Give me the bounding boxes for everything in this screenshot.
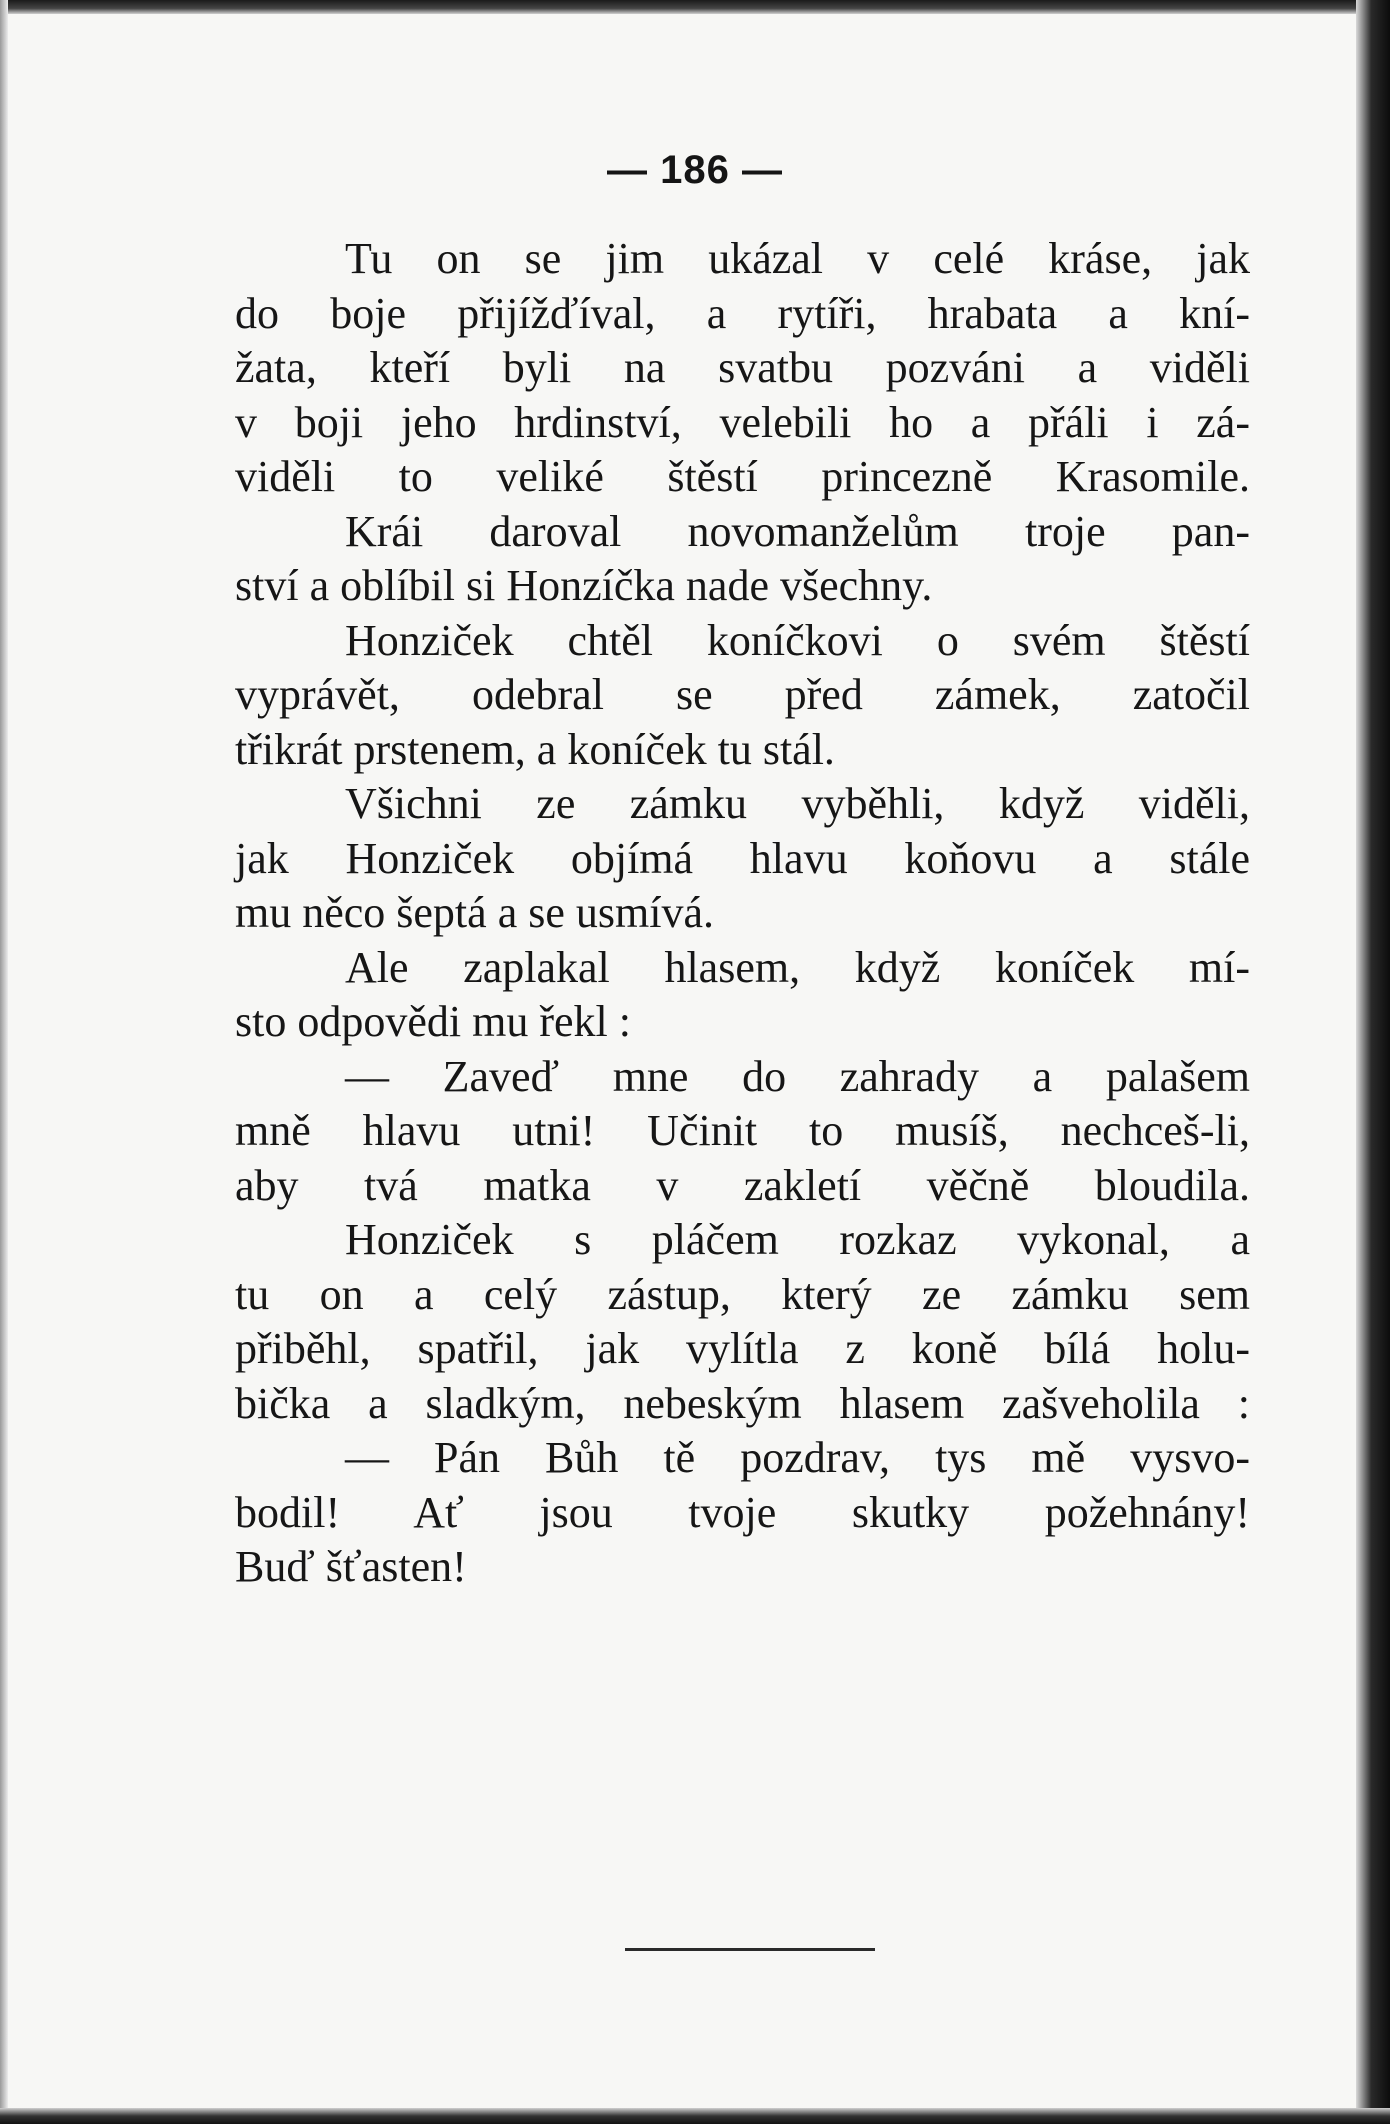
text-line: do boje přijížďíval, a rytíři, hrabata a kní- [235,288,1250,338]
scan-edge-bottom [0,2108,1390,2124]
text-line: bička a sladkým, nebeským hlasem zašveholila : [235,1378,1250,1428]
page-number: — 186 — [607,148,783,192]
text-line: mu něco šeptá a se usmívá. [235,888,714,937]
text-line: — Pán Bůh tě pozdrav, tys mě vysvo- [345,1433,1250,1482]
text-line: aby tvá matka v zakletí věčně bloudila. [235,1160,1250,1210]
text-line: Honziček chtěl koníčkovi o svém štěstí [345,615,1250,665]
end-rule [625,1948,875,1951]
text-line: Všichni ze zámku vyběhli, když viděli, [345,779,1250,828]
body-text [235,232,1250,1595]
text-line: Honziček s pláčem rozkaz vykonal, a [345,1215,1250,1264]
text-line: Ale zaplakal hlasem, když koníček mí- [345,942,1250,992]
text-line: viděli to veliké štěstí princezně Krasomile. [235,452,1250,501]
scan-edge-right [1356,0,1390,2124]
scan-edge-left [0,0,8,2124]
text-line: sto odpovědi mu řekl : [235,997,631,1046]
text-line: tu on a celý zástup, který ze zámku sem [235,1269,1250,1319]
text-line: — Zaveď mne do zahrady a palašem [345,1051,1250,1101]
text-line: jak Honziček objímá hlavu koňovu a stále [235,833,1250,883]
text-line: přiběhl, spatřil, jak vylítla z koně bílá holu- [235,1324,1250,1373]
scan-edge-top [0,0,1390,14]
text-line: mně hlavu utni! Učinit to musíš, nechceš-li, [235,1106,1250,1155]
text-line: bodil! Ať jsou tvoje skutky požehnány! [235,1487,1250,1537]
text-line: Buď šťasten! [235,1542,467,1591]
text-line: žata, kteří byli na svatbu pozváni a viděli [235,343,1250,392]
text-line: v boji jeho hrdinství, velebili ho a přáli i zá- [235,397,1250,447]
text-line: Krái daroval novomanželům troje pan- [345,506,1250,556]
text-line: Tu on se jim ukázal v celé kráse, jak [345,234,1250,283]
text-line: vyprávět, odebral se před zámek, zatočil [235,670,1250,719]
text-line: ství a oblíbil si Honzíčka nade všechny. [235,561,933,610]
text-line: třikrát prstenem, a koníček tu stál. [235,724,835,774]
